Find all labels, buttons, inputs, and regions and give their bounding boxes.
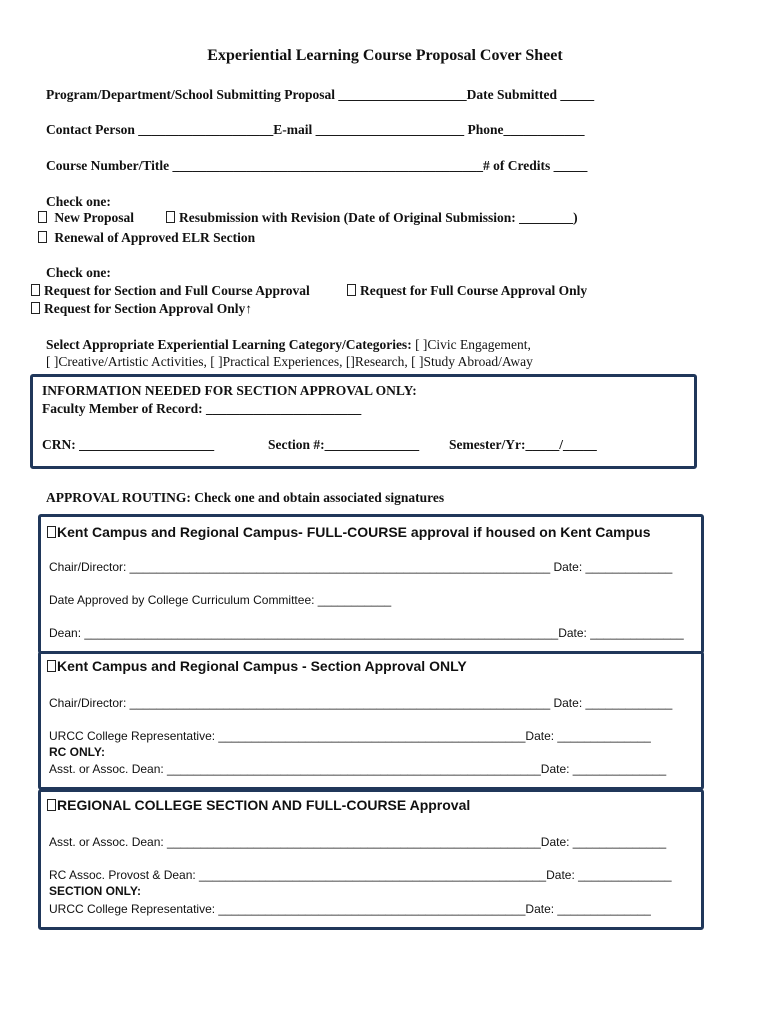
section-approval-label: Kent Campus and Regional Campus - Section Approval ONLY	[57, 658, 467, 674]
chair-director-signature-2[interactable]: Chair/Director: _______________________________________________________________ Date: _____________	[49, 696, 673, 710]
checkbox-icon[interactable]	[347, 284, 356, 296]
chair-director-signature[interactable]: Chair/Director: _______________________________________________________________ Date: _____________	[49, 560, 673, 574]
section-and-full-label: Request for Section and Full Course Approval	[44, 283, 310, 298]
category-line-1	[46, 337, 531, 353]
checkbox-icon[interactable]	[166, 211, 175, 223]
category-civic[interactable]: [ ]Civic Engagement,	[415, 337, 531, 352]
full-course-approval-label: Kent Campus and Regional Campus- FULL-COURSE approval if housed on Kent Campus	[57, 524, 651, 540]
full-course-only-option[interactable]	[347, 283, 587, 299]
checkbox-icon[interactable]	[47, 526, 56, 538]
checkbox-icon[interactable]	[31, 284, 40, 296]
regional-college-approval-title[interactable]	[47, 797, 470, 813]
section-approval-title[interactable]	[47, 658, 467, 674]
category-line-2[interactable]: [ ]Creative/Artistic Activities, [ ]Practical Experiences, []Research, [ ]Study Abroad/Away	[46, 354, 533, 369]
check-one-heading-2: Check one:	[46, 265, 111, 280]
resubmission-label: Resubmission with Revision (Date of Original Submission: ________)	[179, 210, 578, 225]
checkbox-icon[interactable]	[38, 231, 47, 243]
course-number-line[interactable]: Course Number/Title ______________________________________________# of Credits _____	[46, 158, 588, 173]
regional-college-approval-label: REGIONAL COLLEGE SECTION AND FULL-COURSE Approval	[57, 797, 471, 813]
renewal-option[interactable]	[38, 230, 255, 246]
checkbox-icon[interactable]	[47, 660, 56, 672]
section-only-option[interactable]	[31, 301, 252, 317]
faculty-of-record-field[interactable]: Faculty Member of Record: _______________________	[42, 401, 362, 416]
section-and-full-option[interactable]	[31, 283, 310, 299]
checkbox-icon[interactable]	[47, 799, 56, 811]
section-only-label-2: SECTION ONLY:	[49, 884, 142, 898]
rc-only-label: RC ONLY:	[49, 745, 106, 759]
urcc-representative-signature-2[interactable]: URCC College Representative: ______________________________________________Date: ______________	[49, 902, 651, 916]
contact-person-line[interactable]: Contact Person ____________________E-mail ______________________ Phone____________	[46, 122, 585, 137]
category-label: Select Appropriate Experiential Learning Category/Categories:	[46, 337, 412, 352]
asst-dean-signature[interactable]: Asst. or Assoc. Dean: ________________________________________________________Date: ______________	[49, 762, 667, 776]
renewal-label: Renewal of Approved ELR Section	[54, 230, 256, 245]
resubmission-option[interactable]	[166, 210, 578, 226]
full-course-approval-title[interactable]	[47, 524, 651, 540]
section-info-heading: INFORMATION NEEDED FOR SECTION APPROVAL ONLY:	[42, 383, 417, 398]
section-only-label: Request for Section Approval Only↑	[44, 301, 253, 316]
committee-date-field[interactable]: Date Approved by College Curriculum Committee: ___________	[49, 593, 392, 607]
approval-routing-heading: APPROVAL ROUTING: Check one and obtain associated signatures	[46, 490, 445, 505]
semester-year-field[interactable]: Semester/Yr:_____/_____	[449, 437, 597, 452]
program-submitting-line[interactable]: Program/Department/School Submitting Proposal ___________________Date Submitted _____	[46, 87, 595, 102]
new-proposal-label: New Proposal	[54, 210, 134, 225]
crn-field[interactable]: CRN: ____________________	[42, 437, 215, 452]
dean-signature[interactable]: Dean: _______________________________________________________________________Date: ______________	[49, 626, 684, 640]
checkbox-icon[interactable]	[38, 211, 47, 223]
checkbox-icon[interactable]	[31, 302, 40, 314]
provost-dean-signature[interactable]: RC Assoc. Provost & Dean: ____________________________________________________Date: ______________	[49, 868, 672, 882]
urcc-representative-signature[interactable]: URCC College Representative: ______________________________________________Date: ______________	[49, 729, 651, 743]
check-one-heading: Check one:	[46, 194, 111, 209]
new-proposal-option[interactable]	[38, 210, 134, 226]
section-number-field[interactable]: Section #:______________	[268, 437, 420, 452]
asst-dean-signature-2[interactable]: Asst. or Assoc. Dean: ________________________________________________________Date: ______________	[49, 835, 667, 849]
full-course-only-label: Request for Full Course Approval Only	[360, 283, 588, 298]
page-title: Experiential Learning Course Proposal Cover Sheet	[207, 47, 563, 64]
